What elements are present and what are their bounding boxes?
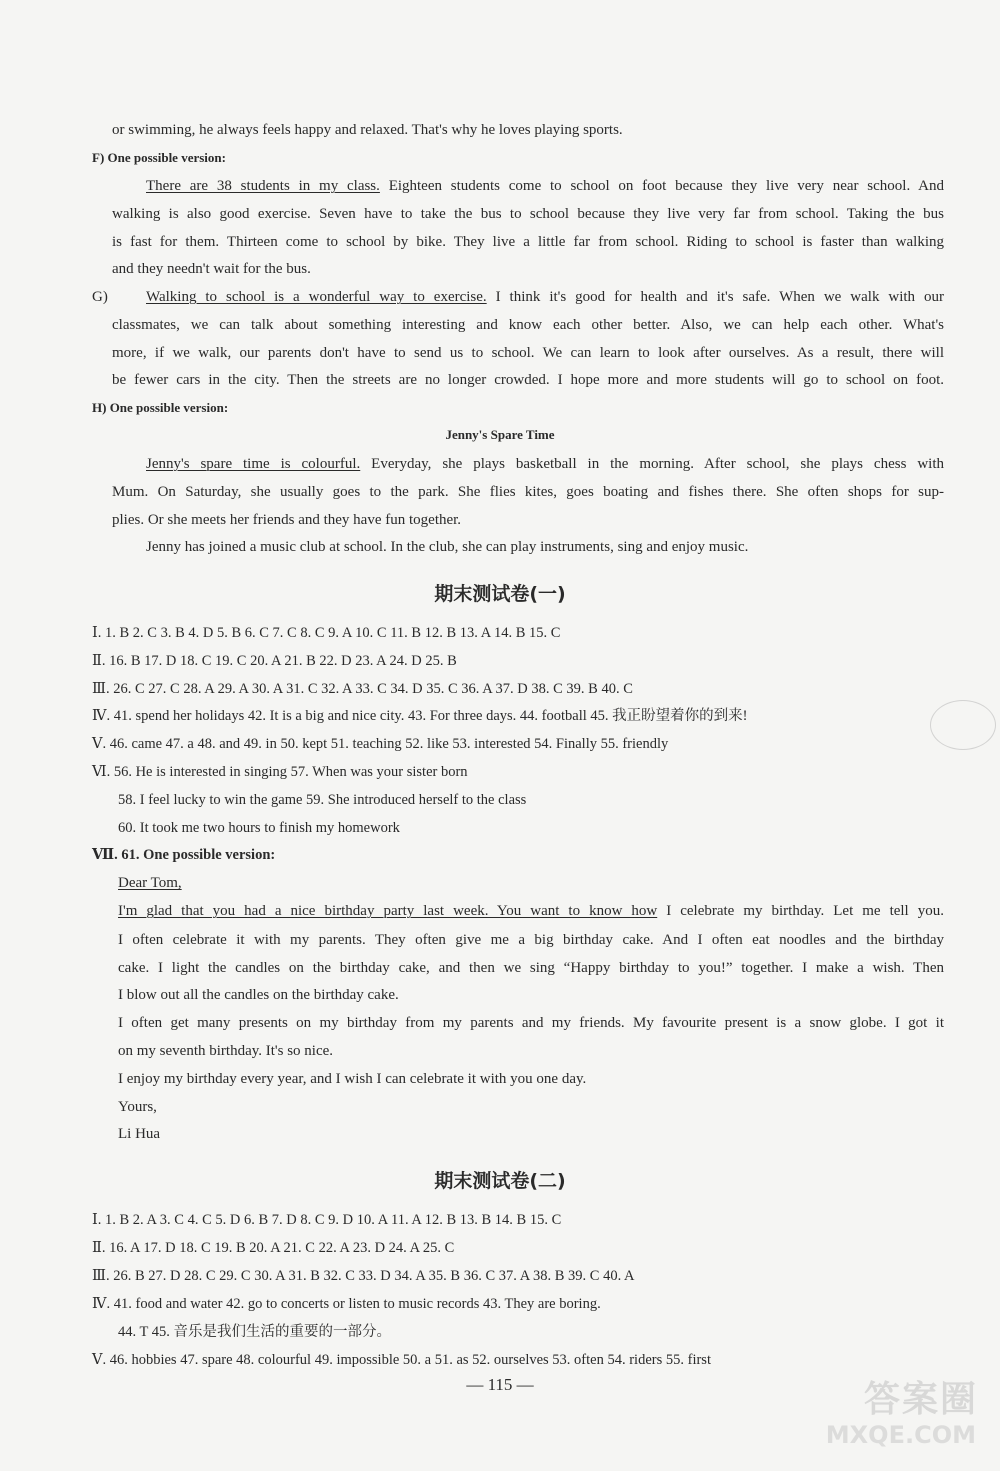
section-g-line-4: be fewer cars in the city. Then the streets are no longer crowded. I hope more and more students will go to school on foot. <box>112 372 944 388</box>
exam-2-part-3-answers: Ⅲ. 26. B 27. D 28. C 29. C 30. A 31. B 32. C 33. D 34. A 35. B 36. C 37. A 38. B 39. C 40. A <box>92 1268 635 1284</box>
faint-stamp-mark <box>930 700 996 750</box>
letter-closing: Yours, <box>118 1099 157 1115</box>
page-number: — 115 — <box>466 1375 534 1394</box>
exam-2-part-1-answers: Ⅰ. 1. B 2. A 3. C 4. C 5. D 6. B 7. D 8. C 9. D 10. A 11. A 12. B 13. B 14. B 15. C <box>92 1212 562 1228</box>
section-g-line-3: more, if we walk, our parents don't have to send us to school. We can learn to look after ourselves. As a result, there will <box>112 345 944 361</box>
exam-1-part-6-answers: Ⅵ. 56. He is interested in singing 57. When was your sister born <box>92 764 468 780</box>
exam-1-part-1-answers: Ⅰ. 1. B 2. C 3. B 4. D 5. B 6. C 7. C 8. C 9. A 10. C 11. B 12. B 13. A 14. B 15. C <box>92 625 561 641</box>
letter-opening-underlined: I'm glad that you had a nice birthday party last week. You want to know how <box>118 903 658 919</box>
exam-1-part-6-answers-cont: 58. I feel lucky to win the game 59. She introduced herself to the class <box>118 792 527 808</box>
exam-1-title: 期末测试卷(一) <box>434 583 566 605</box>
letter-line-3: cake. I light the candles on the birthday cake, and then we sing “Happy birthday to you!” together. I make a wish. Then <box>118 960 944 976</box>
letter-line-7: I enjoy my birthday every year, and I wish I can celebrate it with you one day. <box>118 1071 587 1087</box>
section-f-line-3: is fast for them. Thirteen come to school by bike. They live a little far from school. Riding to school is faster than walking <box>112 234 944 250</box>
exam-2-part-4-answers-cont: 44. T 45. 音乐是我们生活的重要的一部分。 <box>118 1324 391 1340</box>
section-h-line-2: Mum. On Saturday, she usually goes to the park. She flies kites, goes boating and fishes there. She often shops for sup- <box>112 484 944 500</box>
section-h-topic-sentence: Jenny's spare time is colourful. <box>146 456 361 472</box>
section-h-line-4: Jenny has joined a music club at school. In the club, she can play instruments, sing and enjoy music. <box>146 539 749 555</box>
section-h-line-1-rest: Everyday, she plays basketball in the morning. After school, she plays chess with <box>360 456 944 472</box>
letter-signature: Li Hua <box>118 1126 161 1142</box>
exam-1-part-2-answers: Ⅱ. 16. B 17. D 18. C 19. C 20. A 21. B 22. D 23. A 24. D 25. B <box>92 653 457 669</box>
letter-line-6: on my seventh birthday. It's so nice. <box>118 1043 334 1059</box>
watermark-url: MXQE.COM <box>825 1421 976 1449</box>
exam-2-part-5-answers: Ⅴ. 46. hobbies 47. spare 48. colourful 49. impossible 50. a 51. as 52. ourselves 53. often 54. riders 55. first <box>92 1352 711 1368</box>
watermark <box>798 1371 988 1461</box>
section-h-label: H) One possible version: <box>92 400 229 415</box>
exam-1-part-5-answers: Ⅴ. 46. came 47. a 48. and 49. in 50. kept 51. teaching 52. like 53. interested 54. Finally 55. friendly <box>92 736 669 752</box>
section-f-line-1 <box>112 176 944 196</box>
section-g-line-1 <box>146 287 944 307</box>
letter-line-2: I often celebrate it with my parents. They often give me a big birthday cake. And I often eat noodles and the birthday <box>118 932 944 948</box>
section-f-line-2: walking is also good exercise. Seven have to take the bus to school because they live very far from school. Taking the bus <box>112 206 944 222</box>
exam-1-part-7-label: Ⅶ. 61. One possible version: <box>92 847 276 863</box>
exam-1-part-4-answers: Ⅳ. 41. spend her holidays 42. It is a big and nice city. 43. For three days. 44. football 45. 我正盼望着你的到来! <box>92 708 748 724</box>
exam-2-title: 期末测试卷(二) <box>434 1170 566 1192</box>
section-g-line-2: classmates, we can talk about something interesting and know each other better. Also, we can help each other. What's <box>112 317 944 333</box>
watermark-logo: 答案圈 <box>863 1379 978 1420</box>
letter-line-5: I often get many presents on my birthday from my parents and my friends. My favourite present is a snow globe. I got it <box>118 1015 944 1031</box>
letter-line-1 <box>118 901 944 921</box>
section-g-label: G) <box>92 289 108 305</box>
section-h-line-3: plies. Or she meets her friends and they have fun together. <box>112 512 462 528</box>
section-f-line-4: and they needn't wait for the bus. <box>112 261 311 277</box>
letter-line-4: I blow out all the candles on the birthday cake. <box>118 987 399 1003</box>
section-e-ending: or swimming, he always feels happy and relaxed. That's why he loves playing sports. <box>112 122 623 138</box>
exam-2-part-4-answers: Ⅳ. 41. food and water 42. go to concerts or listen to music records 43. They are boring. <box>92 1296 601 1312</box>
section-f-topic-sentence: There are 38 students in my class. <box>146 178 380 194</box>
section-f-label: F) One possible version: <box>92 150 226 165</box>
section-g-topic-sentence: Walking to school is a wonderful way to exercise. <box>146 289 487 305</box>
section-h-title: Jenny's Spare Time <box>445 427 555 442</box>
section-h-line-1 <box>146 454 944 474</box>
exam-1-part-6-answers-last: 60. It took me two hours to finish my homework <box>118 820 400 836</box>
section-f-line-1-rest: Eighteen students come to school on foot because they live very near school. And <box>379 178 944 194</box>
letter-line-1-rest: I celebrate my birthday. Let me tell you. <box>657 903 944 919</box>
section-g-line-1-rest: I think it's good for health and it's safe. When we walk with our <box>486 289 944 305</box>
exam-1-part-3-answers: Ⅲ. 26. C 27. C 28. A 29. A 30. A 31. C 32. A 33. C 34. D 35. C 36. A 37. D 38. C 39. B 40. C <box>92 681 633 697</box>
exam-2-part-2-answers: Ⅱ. 16. A 17. D 18. C 19. B 20. A 21. C 22. A 23. D 24. A 25. C <box>92 1240 455 1256</box>
letter-greeting: Dear Tom, <box>118 875 182 891</box>
